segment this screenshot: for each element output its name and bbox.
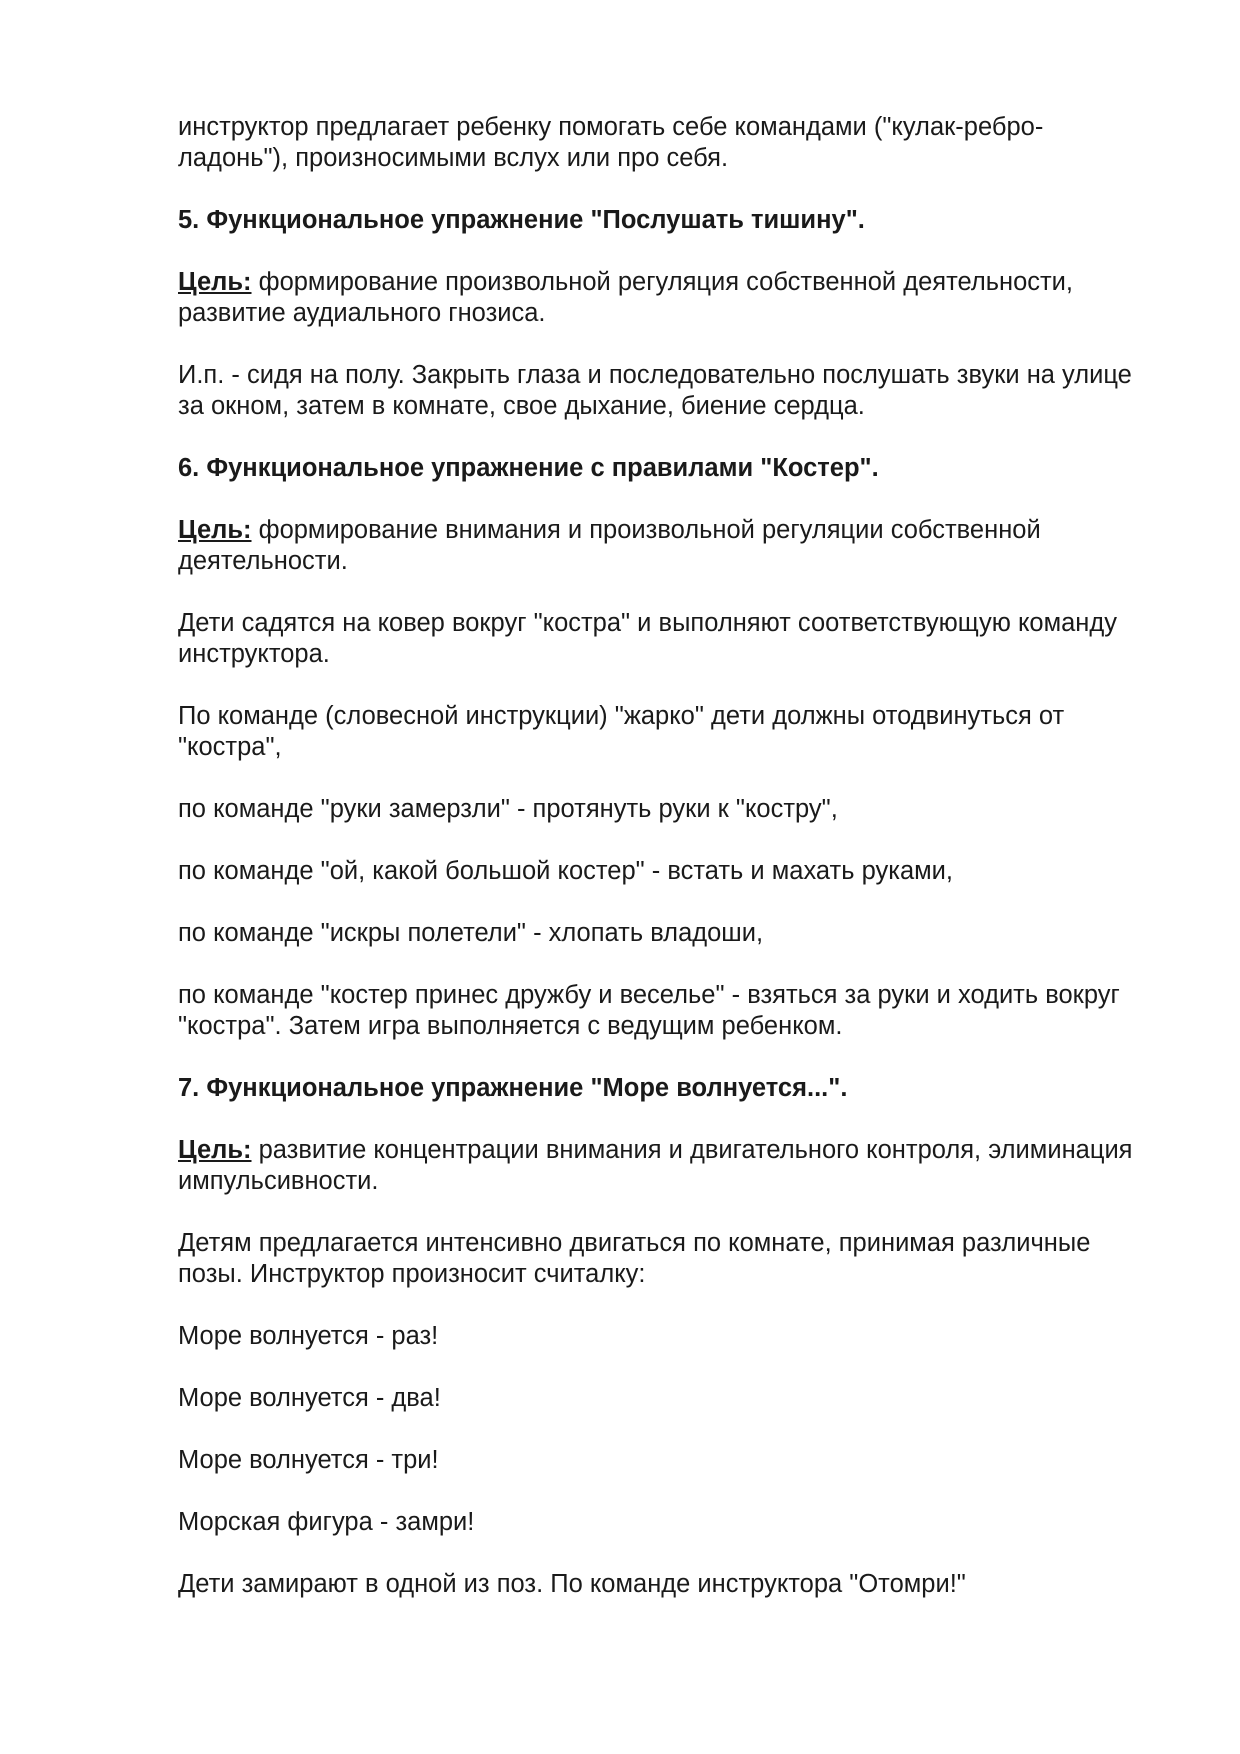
- verse-line: Море волнуется - два!: [178, 1384, 441, 1412]
- paragraph: инструктор предлагает ребенку помогать себе командами ("кулак-ребро-ладонь"), произносимыми вслух или про себя.: [178, 113, 1044, 172]
- goal-label: Цель:: [178, 516, 252, 544]
- goal-text: формирование произвольной регуляция собственной деятельности, развитие аудиального гнозиса.: [178, 268, 1074, 327]
- goal-paragraph: [178, 515, 1138, 577]
- section-heading-6: 6. Функциональное упражнение с правилами "Костер".: [178, 454, 879, 482]
- section-heading-7: 7. Функциональное упражнение "Море волнуется...".: [178, 1074, 848, 1102]
- goal-label: Цель:: [178, 268, 252, 296]
- goal-paragraph: [178, 1135, 1138, 1197]
- section-heading-5: 5. Функциональное упражнение "Послушать тишину".: [178, 206, 865, 234]
- verse-line: Море волнуется - раз!: [178, 1322, 439, 1350]
- paragraph: по команде "искры полетели" - хлопать владоши,: [178, 919, 764, 947]
- goal-paragraph: [178, 267, 1138, 329]
- goal-label: Цель:: [178, 1136, 252, 1164]
- paragraph: Дети замирают в одной из поз. По команде инструктора "Отомри!": [178, 1570, 966, 1598]
- verse-line: Морская фигура - замри!: [178, 1508, 475, 1536]
- paragraph: по команде "костер принес дружбу и веселье" - взяться за руки и ходить вокруг "костра". Затем игра выполняется с ведущим ребенком.: [178, 981, 1120, 1040]
- paragraph: И.п. - сидя на полу. Закрыть глаза и последовательно послушать звуки на улице за окном, затем в комнате, свое дыхание, биение сердца.: [178, 361, 1132, 420]
- verse-line: Море волнуется - три!: [178, 1446, 439, 1474]
- paragraph: Детям предлагается интенсивно двигаться по комнате, принимая различные позы. Инструктор произносит считалку:: [178, 1229, 1091, 1288]
- goal-text: развитие концентрации внимания и двигательного контроля, элиминация импульсивности.: [178, 1136, 1133, 1195]
- paragraph: По команде (словесной инструкции) "жарко" дети должны отодвинуться от "костра",: [178, 702, 1065, 761]
- goal-text: формирование внимания и произвольной регуляции собственной деятельности.: [178, 516, 1041, 575]
- paragraph: Дети садятся на ковер вокруг "костра" и выполняют соответствующую команду инструктора.: [178, 609, 1117, 668]
- document-body: [178, 112, 1138, 1631]
- paragraph: по команде "руки замерзли" - протянуть руки к "костру",: [178, 795, 838, 823]
- paragraph: по команде "ой, какой большой костер" - встать и махать руками,: [178, 857, 953, 885]
